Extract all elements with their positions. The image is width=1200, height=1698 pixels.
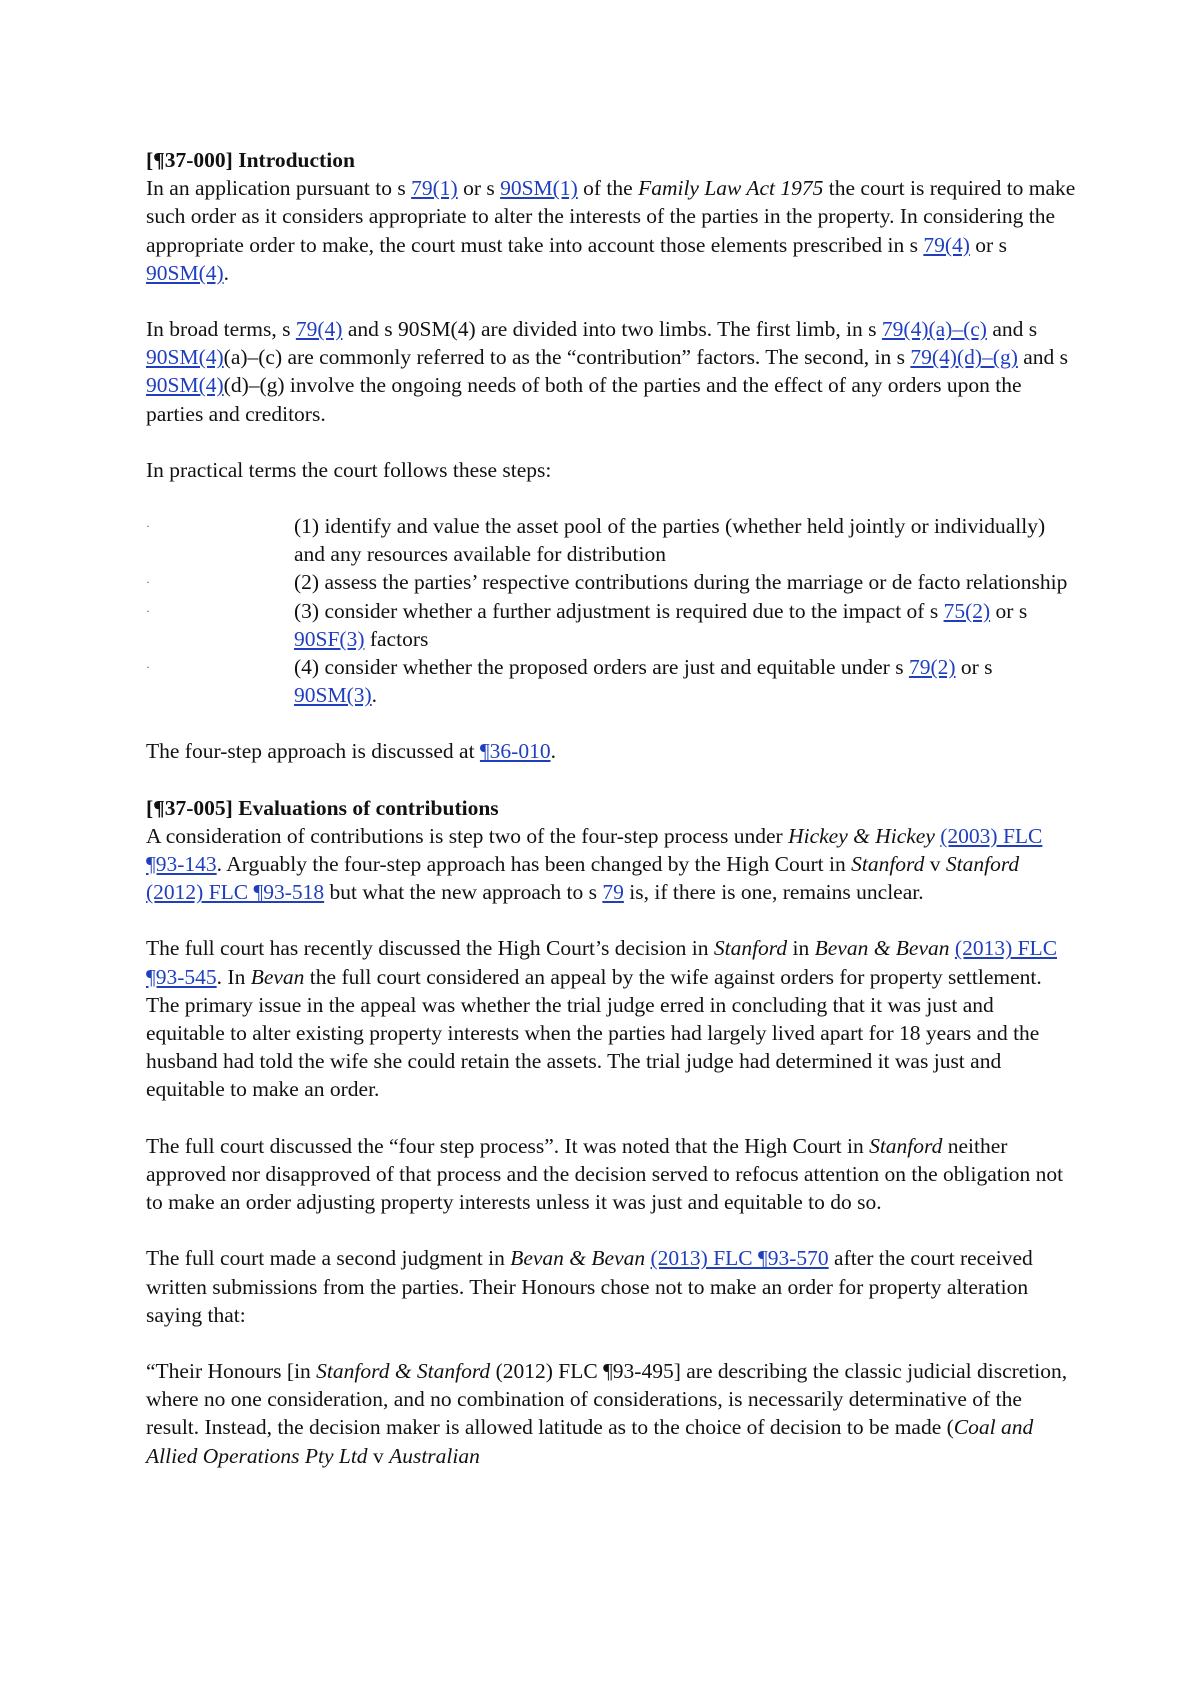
paragraph-contrib-3 [146,1132,1076,1217]
text: (2012) FLC ¶93-495] are describing the classic judicial discretion, where no one consideration, and no combination of considerations, is necessarily determinative of the result. Instead, the decision maker is allowed latitude as to the choice of decision to be made ( [146,1358,1068,1440]
link-s90sm-1[interactable]: 90SM(1) [500,176,578,201]
text: after the court received written submissions from the parties. Their Honours chose not to make an order for property alteration saying that: [146,1246,1033,1327]
text: (d)–(g) involve the ongoing needs of both of the parties and the effect of any orders upon the parties and creditors. [146,373,1022,426]
paragraph-gap [146,1216,1076,1244]
text: v [367,1443,390,1468]
step-text: (2) assess the parties’ respective contributions during the marriage or de facto relationship [294,570,1068,595]
case-name: Australian [389,1443,480,1468]
list-item [146,653,1076,709]
bullet-icon: · [146,519,150,534]
link-s79-4-a-c[interactable]: 79(4)(a)–(c) [881,317,987,342]
section-heading-introduction: [¶37-000] Introduction [146,148,355,172]
paragraph-gap [146,906,1076,934]
text: is, if there is one, remains unclear. [623,880,924,905]
link-flc-93-518[interactable]: (2012) FLC ¶93-518 [146,880,325,905]
link-s90sm-4[interactable]: 90SM(4) [146,345,224,370]
case-name: Coal and Allied Operations Pty Ltd [146,1415,1034,1468]
text: and s [986,317,1038,342]
text: . [223,260,230,285]
text: or s [990,598,1028,623]
link-s90sm-3[interactable]: 90SM(3) [294,683,372,708]
paragraph-intro-4 [146,737,1076,765]
text: “Their Honours [in [146,1358,317,1383]
bullet-icon: · [146,575,150,590]
paragraph-intro-2 [146,315,1076,428]
link-s90sm-4[interactable]: 90SM(4) [146,260,224,285]
text: . In [216,964,251,989]
link-flc-93-143[interactable]: (2003) FLC ¶93-143 [146,823,1043,877]
bullet-icon: · [146,660,150,675]
text: (4) consider whether the proposed orders are just and equitable under s [294,655,909,680]
paragraph-gap [146,1329,1076,1357]
list-item [146,597,1076,653]
text: the full court considered an appeal by the wife against orders for property settlement. The primary issue in the appeal was whether the trial judge erred in concluding that it was just and equitable to alter existing property interests when the parties had largely lived apart for 18 years and the husband had told the wife she could retain the assets. The trial judge had determined it was just and equitable to make an order. [146,964,1042,1102]
case-name: Bevan [250,964,305,989]
text: A consideration of contributions is step two of the four-step process under [146,823,789,848]
text: The full court made a second judgment in [146,1246,511,1271]
text: The full court has recently discussed the High Court’s decision in [146,936,714,961]
paragraph-quote [146,1357,1076,1470]
paragraph-gap [146,709,1076,737]
link-s79-2[interactable]: 79(2) [908,655,956,680]
text: or s [955,655,993,680]
text: (3) consider whether a further adjustment is required due to the impact of s [294,598,944,623]
text: . Arguably the four-step approach has been changed by the High Court in [216,852,852,877]
link-s79-1[interactable]: 79(1) [411,176,458,201]
text: In broad terms, s [146,317,296,342]
text: The four-step approach is discussed at [146,739,480,764]
link-s79-4[interactable]: 79(4) [923,232,970,257]
text: . [550,739,556,764]
link-flc-93-545[interactable]: (2013) FLC ¶93-545 [146,936,1058,989]
paragraph-contrib-4 [146,1244,1076,1329]
text: and s 90SM(4) are divided into two limbs. The first limb, in s [342,317,882,342]
case-name: Bevan & Bevan [814,936,950,961]
text: (a)–(c) are commonly referred to as the “contribution” factors. The second, in s [223,345,911,370]
link-flc-93-570[interactable]: (2013) FLC ¶93-570 [650,1246,829,1271]
case-name: Stanford & Stanford [316,1358,491,1383]
text: The full court discussed the “four step process”. It was noted that the High Court in [146,1133,870,1158]
list-item [146,512,1076,568]
section-heading-contributions: [¶37-005] Evaluations of contributions [146,795,499,820]
act-title: Family Law Act 1975 [638,176,824,201]
paragraph-gap [146,766,1076,794]
text: but what the new approach to s [324,880,603,905]
case-name: Stanford [713,936,788,961]
link-s75-2[interactable]: 75(2) [943,598,991,623]
case-name: Hickey & Hickey [788,823,935,848]
paragraph-intro-1 [146,174,1076,287]
text: factors [364,626,429,651]
link-s79-4-d-g[interactable]: 79(4)(d)–(g) [910,345,1018,370]
text: . [371,683,378,708]
paragraph-gap [146,1104,1076,1132]
step-text [218,597,1076,653]
text: neither approved nor disapproved of that process and the decision served to refocus attention on the obligation not to make an order adjusting property interests unless it was just and equitable to do so. [146,1133,1064,1215]
case-name: Stanford [945,852,1020,877]
paragraph-contrib-1 [146,822,1076,907]
list-item [146,568,1076,596]
text: the court is required to make such order as it considers appropriate to alter the interests of the parties in the property. In considering the appropriate order to make, the court must take into account those elements prescribed in s [146,176,1076,257]
link-s90sm-4[interactable]: 90SM(4) [146,373,224,398]
paragraph-contrib-2 [146,934,1076,1103]
step-text [218,653,1076,709]
paragraph-gap [146,484,1076,512]
paragraph-intro-3: In practical terms the court follows these steps: [146,457,552,482]
paragraph-gap [146,428,1076,456]
text: of the [577,176,639,201]
step-text: (1) identify and value the asset pool of the parties (whether held jointly or individually) and any resources available for distribution [294,514,1046,567]
text: v [924,852,946,877]
text: In an application pursuant to s [146,176,412,201]
text: in [787,936,815,961]
paragraph-gap [146,287,1076,315]
link-s79[interactable]: 79 [602,880,624,905]
text: or s [969,232,1007,257]
link-s79-4[interactable]: 79(4) [295,317,343,342]
steps-list [146,512,1076,709]
text: or s [457,176,501,201]
link-s90sf-3[interactable]: 90SF(3) [294,626,365,651]
link-para-36-010[interactable]: ¶36-010 [479,739,551,764]
case-name: Bevan & Bevan [510,1246,646,1271]
bullet-icon: · [146,603,150,618]
case-name: Stanford [869,1133,943,1158]
document-body [146,146,1076,1470]
case-name: Stanford [851,852,925,877]
text: and s [1017,345,1069,370]
